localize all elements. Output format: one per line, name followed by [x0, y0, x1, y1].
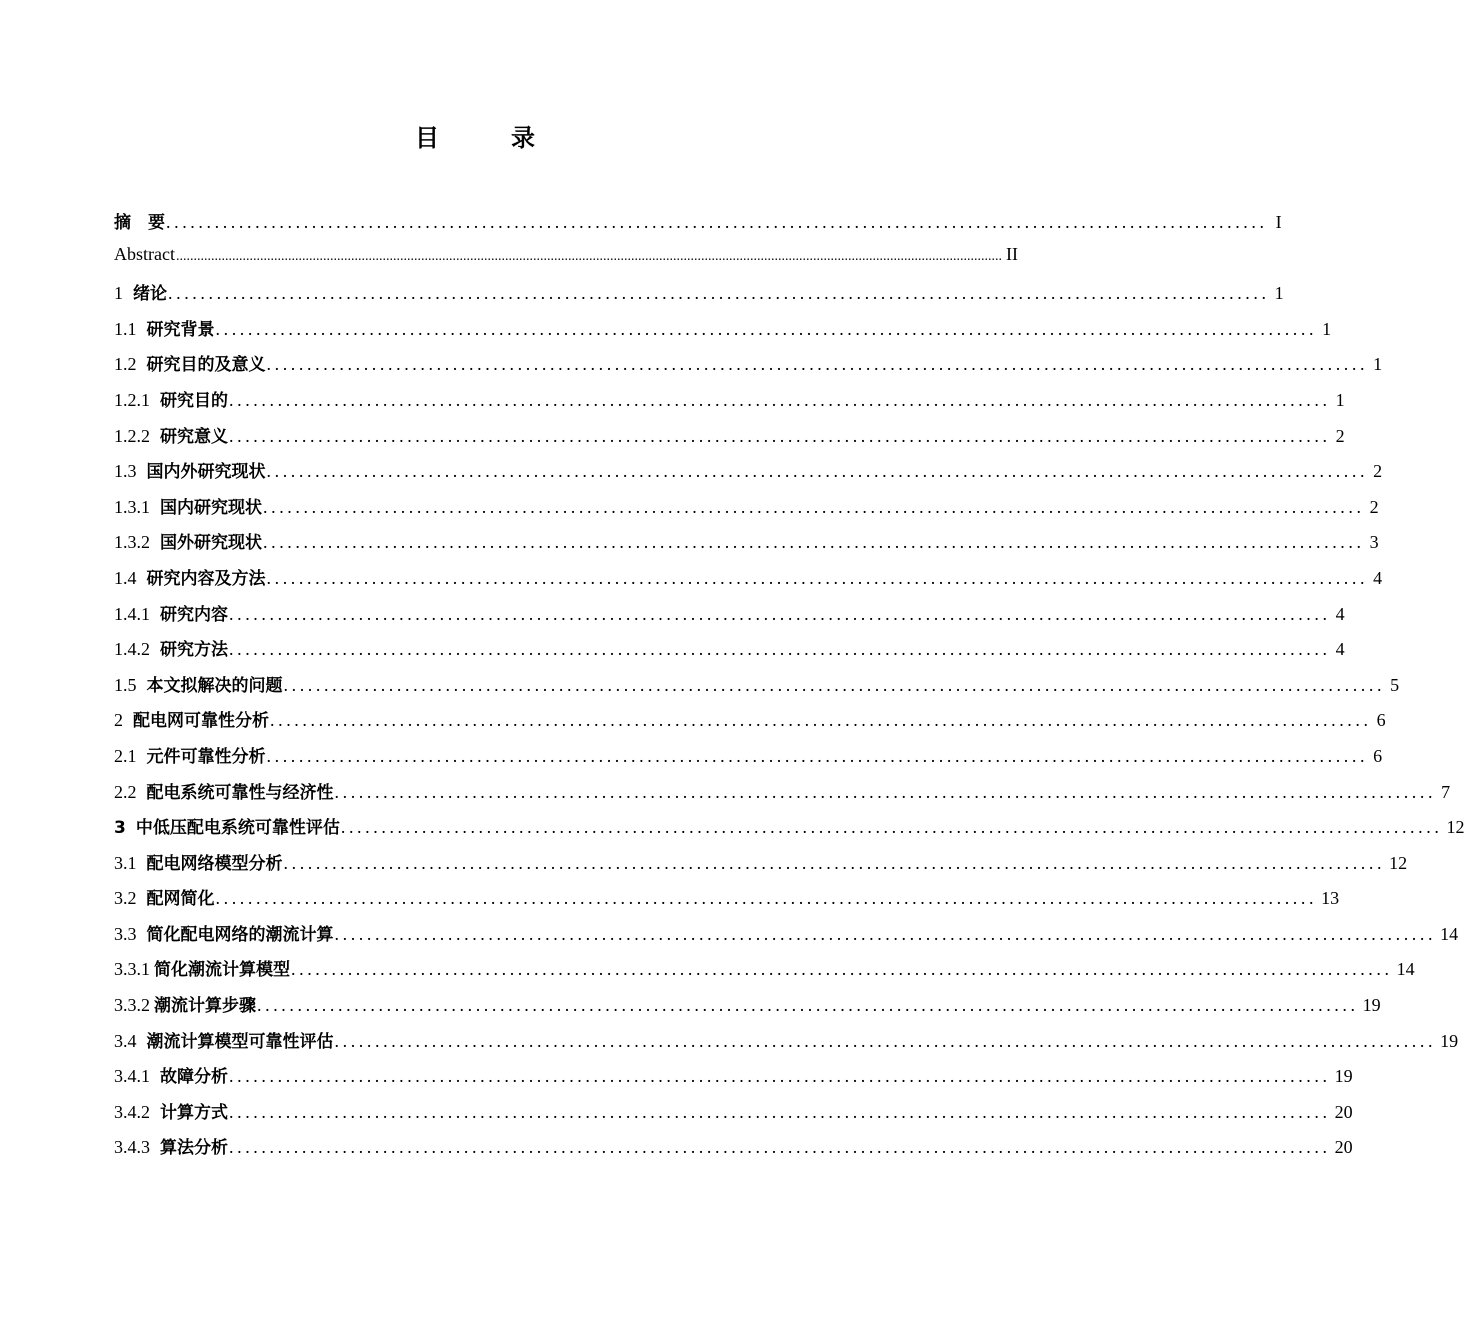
toc-entry-number: 1.5	[114, 674, 137, 695]
toc-entry-text: 国内研究现状	[160, 497, 262, 518]
toc-entry-1-4[interactable]	[114, 564, 1383, 600]
toc-leader-dots: ........................................................................................................................................	[266, 745, 1369, 766]
page-title: 目 录	[415, 124, 559, 152]
toc-leader-dots: ........................................................................................................................................	[340, 817, 1443, 838]
toc-entry-page: 1	[1335, 389, 1345, 410]
toc-entry-3-4[interactable]	[114, 1027, 1459, 1063]
toc-entry-number: 3.4.1	[114, 1066, 150, 1087]
toc-entry-text: 配网简化	[146, 889, 215, 910]
toc-entry-text: 配电系统可靠性与经济性	[146, 782, 334, 803]
toc-entry-3-4-1[interactable]	[114, 1062, 1353, 1098]
toc-leader-dots: ........................................................................................................................................	[168, 283, 1270, 304]
toc-entry-number: 1.4.2	[114, 639, 150, 660]
toc-leader-dots: ........................................................................................................................................	[283, 852, 1386, 873]
toc-entry-1-5[interactable]	[114, 671, 1400, 707]
toc-entry-text: 国内外研究现状	[146, 462, 266, 483]
toc-entry-page: 14	[1396, 959, 1415, 980]
toc-entry-text: 元件可靠性分析	[146, 746, 266, 767]
toc-entry-page: 4	[1335, 603, 1345, 624]
toc-entry-page: 19	[1334, 1066, 1353, 1087]
toc-entry-text: 研究目的	[160, 390, 228, 411]
toc-entry-page: II	[1005, 243, 1018, 264]
toc-entry-1-2-2[interactable]	[114, 422, 1345, 458]
toc-entry-number: 1.1	[114, 318, 137, 339]
toc-entry-1-1[interactable]	[114, 315, 1332, 351]
toc-entry-page: 1	[1322, 318, 1332, 339]
toc-entry-1-4-1[interactable]	[114, 600, 1345, 636]
toc-entry-number: 2	[114, 710, 123, 731]
toc-entry-page: 19	[1440, 1030, 1459, 1051]
toc-entry-page: 14	[1440, 923, 1459, 944]
toc-leader-dots: ........................................................................................................................................	[283, 674, 1386, 695]
toc-leader-dots: ........................................................................................................................................	[215, 888, 1318, 909]
toc-entry-number: 3.4.2	[114, 1101, 150, 1122]
toc-entry-number: 1.3	[114, 461, 137, 482]
toc-entry-1-3-1[interactable]	[114, 493, 1379, 529]
toc-leader-dots: ........................................................................................................................................	[229, 425, 1331, 446]
toc-entry-1-3[interactable]	[114, 457, 1383, 493]
toc-entry-number: 3.3.2	[114, 995, 150, 1016]
toc-entry-text: 潮流计算模型可靠性评估	[146, 1031, 334, 1052]
toc-entry-3-3-1[interactable]	[114, 955, 1415, 991]
toc-entry-3-1[interactable]	[114, 849, 1408, 885]
toc-entry-number: 1.3.2	[114, 532, 150, 553]
toc-entry-page: 4	[1335, 639, 1345, 660]
toc-leader-dots: ........................................................................................................................................	[229, 1137, 1331, 1158]
toc-entry-1-3-2[interactable]	[114, 528, 1379, 564]
toc-entry-2-1[interactable]	[114, 742, 1383, 778]
toc-leader-dots: ........................................................................................................................................	[291, 959, 1393, 980]
toc-entry-text: 简化潮流计算模型	[154, 960, 290, 981]
toc-leader-dots: ........................................................................................................................................	[166, 212, 1268, 232]
toc-entry-text: Abstract	[114, 243, 175, 264]
toc-entry-text: 配电网可靠性分析	[133, 711, 269, 732]
toc-entry-number: 1.3.1	[114, 496, 150, 517]
toc-entry-3-4-3[interactable]	[114, 1133, 1353, 1169]
toc-leader-dots: ........................................................................................................................................	[229, 389, 1331, 410]
toc-entry-text: 本文拟解决的问题	[146, 675, 283, 696]
toc-leader-dots: ........................................................................................................................................	[263, 496, 1365, 517]
toc-entry-text: 中低压配电系统可靠性评估	[135, 818, 340, 839]
toc-entry-page: 2	[1373, 461, 1383, 482]
toc-entry-page: 19	[1362, 995, 1381, 1016]
toc-entry-abstract-en[interactable]	[114, 243, 1018, 280]
toc-entry-page: 2	[1335, 425, 1345, 446]
toc-entry-text: 国外研究现状	[160, 533, 262, 554]
toc-list	[114, 208, 1464, 1169]
toc-entry-3-3[interactable]	[114, 920, 1459, 956]
toc-entry-page: 5	[1390, 674, 1400, 695]
toc-entry-abstract-cn[interactable]	[114, 208, 1282, 244]
toc-leader-dots: ........................................................................................................................................	[229, 1101, 1331, 1122]
toc-entry-1-2-1[interactable]	[114, 386, 1345, 422]
toc-entry-page: 1	[1274, 283, 1284, 304]
toc-leader-dots: ........................................................................................................................................	[266, 567, 1369, 588]
toc-entry-page: 6	[1376, 710, 1386, 731]
toc-entry-3-4-2[interactable]	[114, 1098, 1353, 1134]
toc-entry-page: 3	[1369, 532, 1379, 553]
toc-entry-text: 算法分析	[160, 1138, 228, 1159]
toc-entry-page: 20	[1334, 1137, 1353, 1158]
toc-entry-number: 3.3.1	[114, 959, 150, 980]
toc-entry-text: 研究内容	[160, 604, 228, 625]
toc-entry-1-2[interactable]	[114, 350, 1383, 386]
toc-leader-dots: ............................................................................................................................................................................................................................................	[175, 248, 1002, 264]
toc-entry-text: 故障分析	[160, 1067, 228, 1088]
toc-leader-dots: ........................................................................................................................................	[266, 354, 1369, 375]
toc-entry-number: 3.4.3	[114, 1137, 150, 1158]
toc-entry-page: 12	[1389, 852, 1408, 873]
toc-entry-text: 研究背景	[146, 319, 215, 340]
toc-entry-3-3-2[interactable]	[114, 991, 1381, 1027]
toc-entry-number: 1.4.1	[114, 603, 150, 624]
toc-entry-text: 配电网络模型分析	[146, 853, 283, 874]
toc-entry-3-2[interactable]	[114, 884, 1340, 920]
toc-entry-text: 绪论	[133, 284, 167, 305]
toc-entry-text: 简化配电网络的潮流计算	[146, 924, 334, 945]
toc-entry-text: 摘 要	[114, 213, 165, 233]
toc-leader-dots: ........................................................................................................................................	[334, 1030, 1437, 1051]
toc-entry-1-4-2[interactable]	[114, 635, 1345, 671]
toc-entry-text: 研究意义	[160, 426, 228, 447]
toc-leader-dots: ........................................................................................................................................	[334, 923, 1437, 944]
toc-entry-number: 2.1	[114, 745, 137, 766]
toc-leader-dots: ........................................................................................................................................	[229, 639, 1331, 660]
toc-entry-page: 20	[1334, 1101, 1353, 1122]
toc-entry-number: 1.2.2	[114, 425, 150, 446]
toc-entry-number: 1.2	[114, 354, 137, 375]
toc-entry-chapter-1[interactable]	[114, 279, 1284, 315]
toc-entry-page: 13	[1321, 888, 1340, 909]
toc-entry-2-2[interactable]	[114, 778, 1451, 814]
toc-leader-dots: ........................................................................................................................................	[229, 603, 1331, 624]
toc-leader-dots: ........................................................................................................................................	[270, 710, 1372, 731]
toc-entry-text: 研究内容及方法	[146, 568, 266, 589]
toc-entry-number: 3.4	[114, 1030, 137, 1051]
toc-leader-dots: ........................................................................................................................................	[229, 1066, 1331, 1087]
toc-entry-text: 潮流计算步骤	[154, 996, 256, 1017]
toc-leader-dots: ........................................................................................................................................	[257, 995, 1359, 1016]
toc-leader-dots: ........................................................................................................................................	[266, 461, 1369, 482]
toc-entry-number: 3	[114, 818, 126, 839]
toc-entry-number: 2.2	[114, 781, 137, 802]
toc-leader-dots: ........................................................................................................................................	[215, 318, 1318, 339]
toc-entry-text: 计算方式	[160, 1102, 228, 1123]
toc-entry-text: 研究方法	[160, 640, 228, 661]
toc-entry-page: 6	[1373, 745, 1383, 766]
toc-entry-page: 12	[1446, 817, 1464, 838]
toc-entry-page: 1	[1373, 354, 1383, 375]
toc-entry-text: 研究目的及意义	[146, 355, 266, 376]
toc-entry-number: 3.2	[114, 888, 137, 909]
toc-entry-chapter-2[interactable]	[114, 706, 1386, 742]
toc-entry-number: 1.2.1	[114, 389, 150, 410]
toc-leader-dots: ........................................................................................................................................	[263, 532, 1365, 553]
toc-entry-number: 1	[114, 283, 123, 304]
toc-leader-dots: ........................................................................................................................................	[334, 781, 1437, 802]
toc-entry-chapter-3[interactable]	[114, 813, 1464, 849]
toc-entry-page: 4	[1373, 567, 1383, 588]
toc-entry-number: 3.3	[114, 923, 137, 944]
toc-entry-page: I	[1275, 212, 1282, 232]
toc-entry-page: 7	[1441, 781, 1451, 802]
toc-entry-page: 2	[1369, 496, 1379, 517]
toc-entry-number: 1.4	[114, 567, 137, 588]
toc-entry-number: 3.1	[114, 852, 137, 873]
